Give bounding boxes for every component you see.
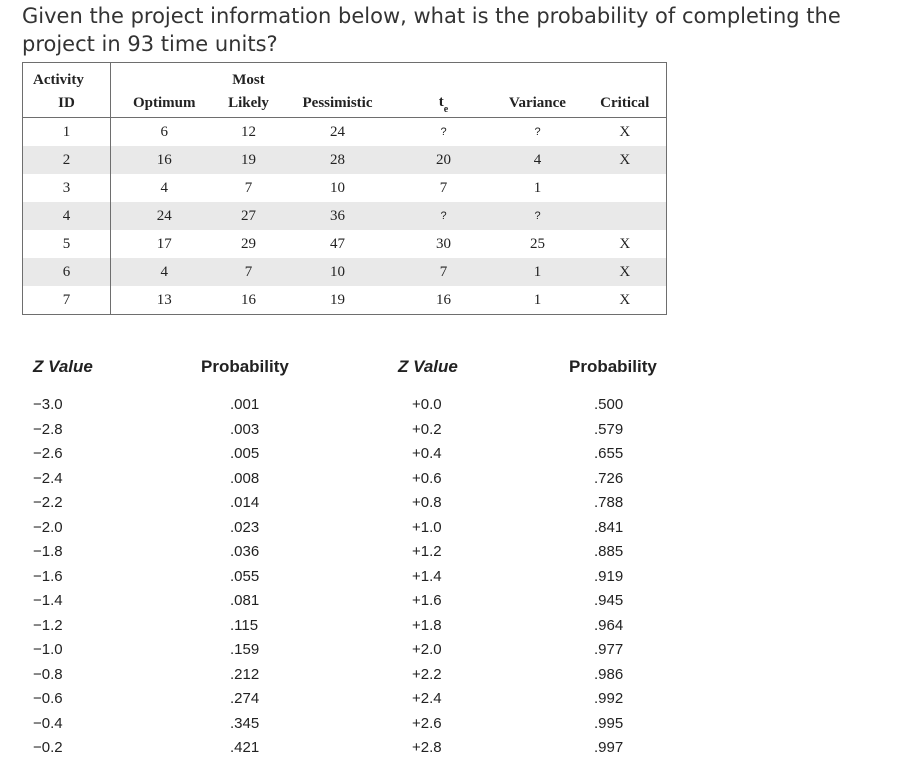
z-value: +0.0 <box>412 396 442 413</box>
probability-value: .001 <box>230 396 260 413</box>
activity-table-body <box>23 118 667 315</box>
probability-value: .159 <box>230 641 260 658</box>
probability-value: .421 <box>230 739 260 756</box>
probability-value: .274 <box>230 690 260 707</box>
cell-pessimistic: 10 <box>280 258 396 286</box>
z-value: +1.2 <box>412 543 442 560</box>
table-row <box>23 258 667 286</box>
cell-likely: 19 <box>218 146 280 174</box>
z-values-left-column <box>33 393 63 761</box>
z-value: +0.4 <box>412 445 442 462</box>
header-critical: Critical <box>584 89 667 118</box>
cell-optimum: 24 <box>111 202 218 230</box>
probability-value: .919 <box>594 567 624 585</box>
table-row <box>23 202 667 230</box>
probability-value: .964 <box>594 616 624 634</box>
cell-critical: X <box>619 235 631 252</box>
cell-critical <box>584 202 667 230</box>
header-id: ID <box>23 89 111 118</box>
cell-optimum: 4 <box>160 179 168 196</box>
z-value: +0.2 <box>412 420 442 438</box>
probability-value: .005 <box>230 445 260 462</box>
cell-critical: X <box>584 258 667 286</box>
cell-variance: 4 <box>492 146 584 174</box>
probability-value: .500 <box>594 396 624 413</box>
cell-optimum: 13 <box>156 291 172 308</box>
probability-value: .995 <box>594 714 624 732</box>
header-variance: Variance <box>492 89 584 118</box>
cell-te: 16 <box>436 291 451 308</box>
cell-variance: ? <box>534 126 541 138</box>
cell-pessimistic: 19 <box>330 291 345 308</box>
probability-value: .992 <box>594 690 624 707</box>
table-row <box>23 286 667 315</box>
z-value: −1.8 <box>33 543 63 560</box>
question-line-2: project in 93 time units? <box>22 32 278 56</box>
cell-id: 4 <box>23 202 111 230</box>
z-value: −2.4 <box>33 469 63 487</box>
z-value: −2.8 <box>33 420 63 438</box>
probability-value: .008 <box>230 469 260 487</box>
cell-likely: 27 <box>218 202 280 230</box>
z-value: −0.4 <box>33 714 63 732</box>
cell-id: 6 <box>23 258 111 286</box>
z-value-header-left: Z Value <box>33 357 93 376</box>
question-line-1: Given the project information below, what is the probability of completing the <box>22 4 841 28</box>
probability-value: .023 <box>230 518 260 536</box>
cell-te: ? <box>440 126 447 138</box>
cell-variance: 1 <box>533 291 542 308</box>
header-activity: Activity <box>23 63 111 90</box>
question-text <box>22 2 917 58</box>
cell-te: ? <box>396 202 492 230</box>
table-row <box>23 118 667 147</box>
header-te: $t_e$ <box>396 89 492 118</box>
probability-value: .115 <box>230 616 259 634</box>
probability-value: .885 <box>594 543 624 560</box>
cell-id: 1 <box>23 118 111 147</box>
z-value: +2.6 <box>412 714 442 732</box>
cell-critical: X <box>619 123 631 140</box>
header-optimum: Optimum <box>111 89 218 118</box>
z-value: −2.0 <box>33 518 63 536</box>
cell-likely: 29 <box>241 235 256 252</box>
probability-value: .726 <box>594 469 624 487</box>
cell-likely: 16 <box>241 291 256 308</box>
z-value: +1.4 <box>412 567 442 585</box>
probability-header-right: Probability <box>569 357 657 376</box>
cell-id: 2 <box>23 146 111 174</box>
cell-id: 7 <box>23 286 111 315</box>
probability-value: .003 <box>230 420 260 438</box>
z-value: +2.4 <box>412 690 442 707</box>
probability-value: .081 <box>230 592 260 609</box>
cell-te: 7 <box>439 179 448 196</box>
table-row <box>23 174 667 202</box>
z-value: +1.0 <box>412 518 442 536</box>
z-value: +1.8 <box>412 616 442 634</box>
cell-critical: X <box>619 291 631 308</box>
header-most: Most <box>232 72 265 88</box>
cell-pessimistic: 10 <box>330 179 345 196</box>
cell-optimum: 17 <box>156 235 172 252</box>
z-value: +0.6 <box>412 469 442 487</box>
z-value: −1.0 <box>33 641 63 658</box>
probability-value: .788 <box>594 494 624 511</box>
header-likely: Likely <box>218 89 280 118</box>
header-pessimistic: Pessimistic <box>280 89 396 118</box>
probabilities-right-column <box>594 393 623 761</box>
probabilities-left-column <box>230 393 259 761</box>
probability-value: .986 <box>594 665 624 683</box>
cell-likely: 7 <box>218 258 280 286</box>
probability-value: .841 <box>594 518 624 536</box>
z-value: −0.2 <box>33 739 63 756</box>
probability-value: .977 <box>594 641 624 658</box>
activity-table <box>22 62 667 315</box>
z-value: −2.6 <box>33 445 63 462</box>
probability-value: .345 <box>230 714 260 732</box>
probability-value: .036 <box>230 543 260 560</box>
z-value: −1.6 <box>33 567 63 585</box>
z-value: −1.4 <box>33 592 63 609</box>
probability-value: .579 <box>594 420 624 438</box>
cell-variance: ? <box>492 202 584 230</box>
table-row <box>23 230 667 258</box>
cell-pessimistic: 24 <box>330 123 345 140</box>
cell-pessimistic: 28 <box>280 146 396 174</box>
probability-value: .055 <box>230 567 260 585</box>
probability-header-left: Probability <box>201 357 289 376</box>
cell-optimum: 4 <box>111 258 218 286</box>
cell-pessimistic: 36 <box>280 202 396 230</box>
z-value: −0.6 <box>33 690 63 707</box>
probability-value: .212 <box>230 665 260 683</box>
cell-pessimistic: 47 <box>330 235 345 252</box>
probability-value: .945 <box>594 592 624 609</box>
probability-value: .997 <box>594 739 624 756</box>
cell-optimum: 16 <box>111 146 218 174</box>
z-value: −1.2 <box>33 616 63 634</box>
cell-variance: 25 <box>530 235 545 252</box>
z-value: +1.6 <box>412 592 442 609</box>
cell-id: 5 <box>23 230 111 258</box>
z-values-right-column <box>412 393 442 761</box>
table-row <box>23 146 667 174</box>
z-value: +2.0 <box>412 641 442 658</box>
cell-te: 30 <box>436 235 451 252</box>
z-value: −3.0 <box>33 396 63 413</box>
z-value: +2.8 <box>412 739 442 756</box>
cell-critical: X <box>584 146 667 174</box>
cell-critical <box>584 174 667 202</box>
cell-te: 7 <box>396 258 492 286</box>
z-value: −2.2 <box>33 494 63 511</box>
z-value: +0.8 <box>412 494 442 511</box>
cell-variance: 1 <box>492 258 584 286</box>
probability-value: .014 <box>230 494 260 511</box>
cell-likely: 7 <box>244 179 253 196</box>
cell-likely: 12 <box>241 123 256 140</box>
z-value-header-right: Z Value <box>398 357 458 376</box>
probability-value: .655 <box>594 445 624 462</box>
z-value: +2.2 <box>412 665 442 683</box>
z-value: −0.8 <box>33 665 63 683</box>
cell-variance: 1 <box>533 179 542 196</box>
cell-id: 3 <box>23 174 111 202</box>
cell-optimum: 6 <box>160 123 168 140</box>
cell-te: 20 <box>396 146 492 174</box>
